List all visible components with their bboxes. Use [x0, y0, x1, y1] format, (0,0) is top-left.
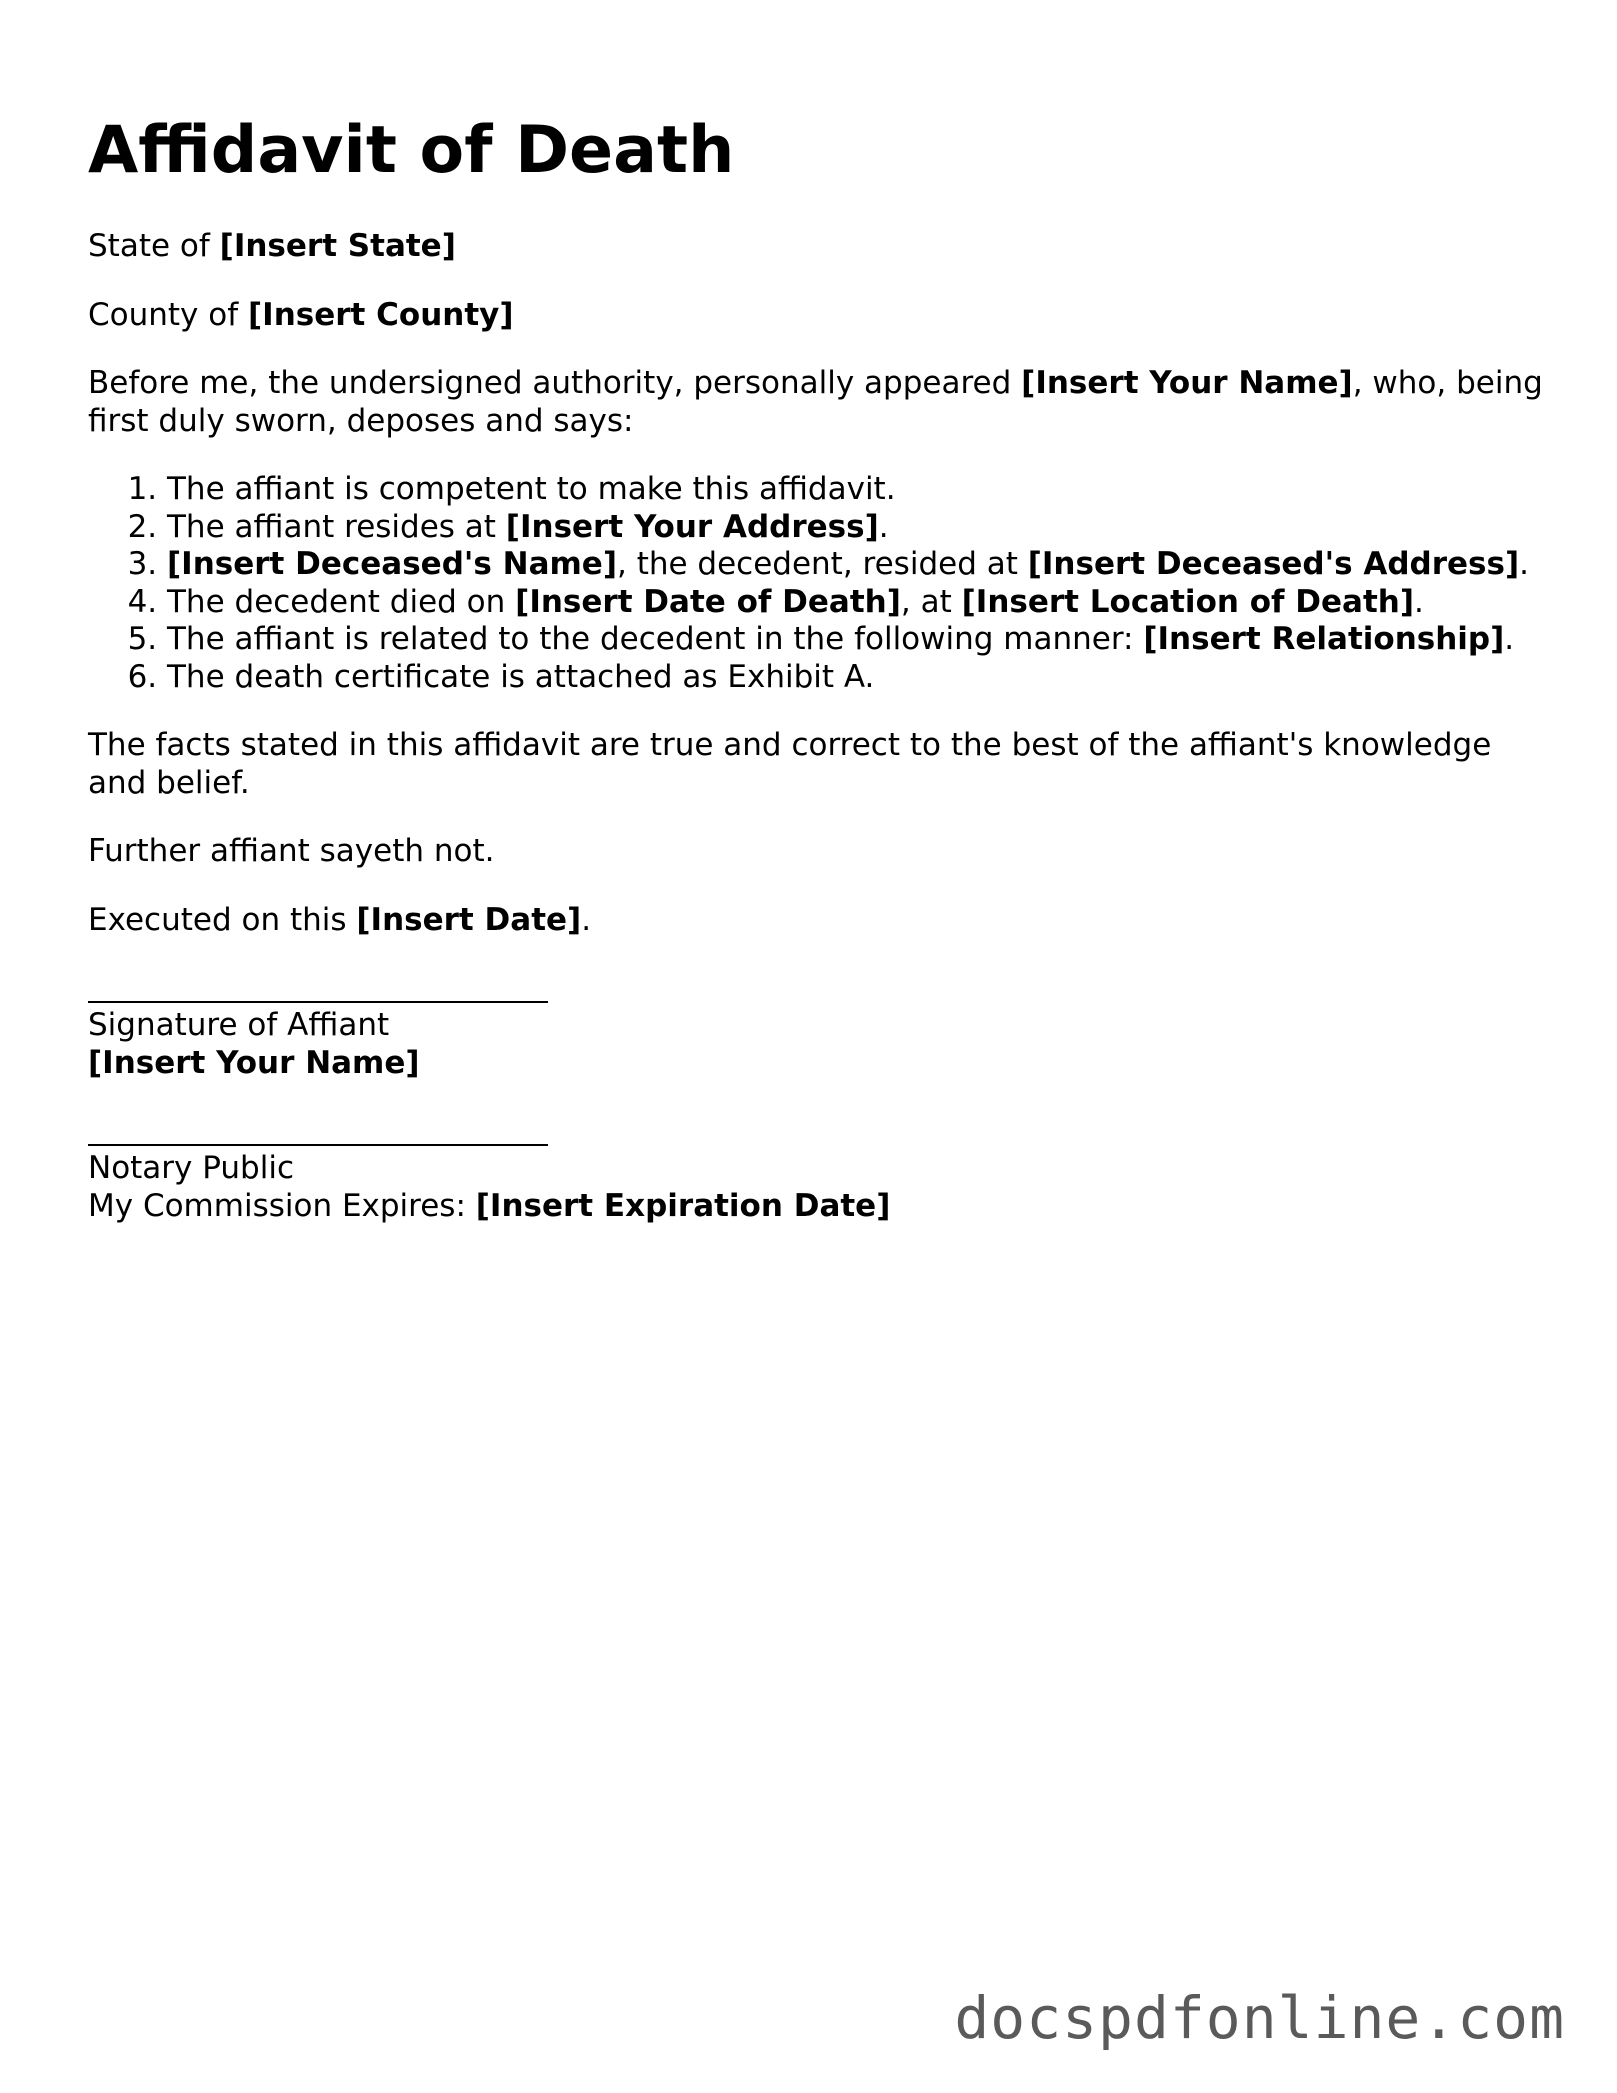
item-text: , the decedent, resided at [616, 546, 1028, 582]
item-placeholder: [Insert Your Address] [505, 508, 879, 545]
item-placeholder: [Insert Relationship] [1143, 621, 1505, 657]
item-text: The death certificate is attached as Exhibit A. [167, 658, 875, 695]
executed-before: Executed on this [88, 901, 357, 938]
item-text: . [1504, 621, 1515, 657]
intro-after: , who, being first duly sworn, deposes and says: [88, 365, 1543, 439]
item-text: , at [900, 583, 962, 620]
state-prefix: State of [88, 228, 220, 264]
further-paragraph: Further affiant sayeth not. [88, 833, 495, 869]
item-placeholder: [Insert Date of Death] [515, 583, 901, 620]
item-placeholder: [Insert Location of Death] [961, 583, 1415, 620]
item-text: The decedent died on [167, 583, 516, 620]
state-line [88, 228, 1548, 266]
affiant-signature-block [88, 1001, 1548, 1082]
item-placeholder: [Insert Deceased's Address] [1027, 546, 1520, 582]
executed-after: . [581, 901, 592, 938]
intro-name: [Insert Your Name] [1021, 365, 1353, 401]
list-item [167, 659, 1548, 697]
item-text: The affiant is competent to make this affidavit. [167, 471, 896, 507]
commission-prefix: My Commission Expires: [88, 1187, 476, 1224]
list-item [167, 471, 1548, 509]
notary-label: Notary Public [88, 1150, 294, 1186]
watermark-text: docspdfonline.com [954, 1984, 1565, 2052]
document-title: Affidavit of Death [88, 113, 735, 188]
item-text: The affiant is related to the decedent in the following manner: [167, 621, 1144, 657]
facts-paragraph: The facts stated in this affidavit are true and correct to the best of the affiant's knowledge and belief. [88, 727, 1492, 801]
intro-paragraph [88, 365, 1548, 440]
intro-before: Before me, the undersigned authority, personally appeared [88, 365, 1022, 401]
county-value: [Insert County] [248, 296, 514, 333]
affiant-signature-line [88, 1001, 548, 1003]
item-text: The affiant resides at [167, 508, 506, 545]
notary-signature-line [88, 1144, 548, 1146]
list-item [167, 584, 1548, 622]
executed-line [88, 902, 1548, 940]
document-body [88, 228, 1548, 1225]
commission-date: [Insert Expiration Date] [475, 1187, 891, 1224]
commission-line [88, 1188, 1548, 1226]
state-value: [Insert State] [219, 228, 456, 264]
affiant-name: [Insert Your Name] [88, 1044, 420, 1081]
item-text: . [1519, 546, 1529, 582]
county-prefix: County of [88, 296, 248, 333]
item-text: . [878, 508, 889, 545]
executed-date: [Insert Date] [356, 901, 582, 938]
list-item [167, 546, 1548, 584]
item-text: . [1414, 583, 1424, 620]
item-placeholder: [Insert Deceased's Name] [167, 546, 617, 582]
affiant-signature-label: Signature of Affiant [88, 1007, 390, 1043]
notary-signature-block [88, 1144, 1548, 1225]
list-item [167, 509, 1548, 547]
county-line [88, 297, 1548, 335]
statements-list [88, 471, 1548, 696]
list-item [167, 621, 1548, 659]
